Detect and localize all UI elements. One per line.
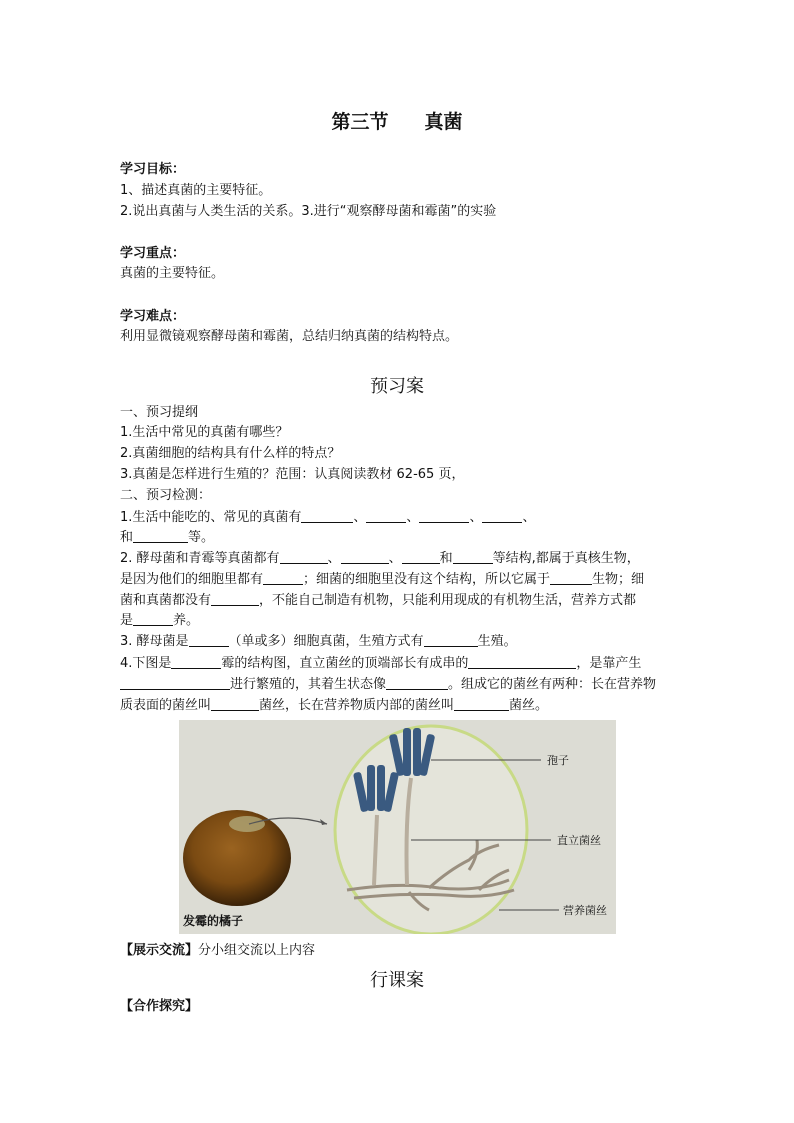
preview-title: 预习案: [370, 376, 424, 397]
check-4-line1: 4.下图是 霉的结构图，直立菌丝的顶端部长有成串的 ，是靠产生: [120, 656, 642, 671]
check-2-line4: 是 养。: [120, 613, 200, 628]
difficulties-heading: 学习难点：: [120, 309, 186, 324]
goal-item-2: 2.说出真菌与人类生活的关系。3.进行“观察酵母菌和霉菌”的实验: [120, 204, 497, 219]
check-1-line1: 1.生活中能吃的、常见的真菌有 、 、 、 、: [120, 510, 536, 525]
answer-blank[interactable]: [133, 613, 173, 626]
outline-q3: 3.真菌是怎样进行生殖的？范围：认真阅读教材 62-65 页，: [120, 467, 465, 482]
check-3: 3. 酵母菌是 （单或多）细胞真菌，生殖方式有 生殖。: [120, 634, 517, 649]
check-2-line2: 是因为他们的细胞里都有 ；细菌的细胞里没有这个结构，所以它属于 生物；细: [120, 572, 645, 587]
check-4-line3: 质表面的菌丝叫 菌丝，长在营养物质内部的菌丝叫 菌丝。: [120, 698, 549, 713]
goals-heading: 学习目标：: [120, 162, 186, 177]
page-title: [0, 107, 794, 134]
label-spores: 孢子: [547, 754, 569, 767]
answer-blank[interactable]: [263, 572, 303, 585]
coop-heading: 【合作探究】: [120, 999, 199, 1014]
title-part1: 第三节: [331, 111, 389, 133]
answer-blank[interactable]: [454, 698, 509, 711]
answer-blank[interactable]: [424, 634, 478, 647]
key-points-text: 真菌的主要特征。: [120, 266, 225, 281]
answer-blank[interactable]: [301, 510, 353, 523]
answer-blank[interactable]: [133, 530, 188, 543]
figure-caption: 发霉的橘子: [183, 914, 244, 928]
exchange-label: 【展示交流】: [120, 943, 199, 958]
answer-blank[interactable]: [482, 510, 522, 523]
answer-blank[interactable]: [341, 551, 389, 564]
answer-blank[interactable]: [366, 510, 406, 523]
mold-structure-figure: [179, 720, 616, 934]
check-heading: 二、预习检测：: [120, 488, 212, 503]
answer-blank[interactable]: [550, 572, 592, 585]
answer-blank[interactable]: [171, 656, 221, 669]
check-1-line2: 和 等。: [120, 530, 215, 545]
check-4-line2: 进行繁殖的，其着生状态像 。组成它的菌丝有两种：长在营养物: [120, 677, 656, 693]
answer-blank[interactable]: [468, 656, 576, 669]
check-2-line3: 菌和真菌都没有 ，不能自己制造有机物，只能利用现成的有机物生活，营养方式都: [120, 593, 637, 608]
answer-blank[interactable]: [120, 677, 230, 690]
answer-blank[interactable]: [189, 634, 229, 647]
title-part2: 真菌: [424, 111, 463, 133]
magnified-view: [335, 726, 527, 934]
answer-blank[interactable]: [386, 677, 448, 690]
label-upright-hyphae: 直立菌丝: [557, 834, 601, 847]
check-2-line1: 2. 酵母菌和青霉等真菌都有 、 、 和 等结构,都属于真核生物，: [120, 551, 640, 566]
key-points-heading: 学习重点：: [120, 246, 186, 261]
answer-blank[interactable]: [280, 551, 328, 564]
exchange-text: 分小组交流以上内容: [198, 943, 316, 958]
outline-q1: 1.生活中常见的真菌有哪些？: [120, 425, 289, 440]
difficulties-text: 利用显微镜观察酵母菌和霉菌，总结归纳真菌的结构特点。: [120, 329, 459, 344]
answer-blank[interactable]: [211, 698, 259, 711]
outline-heading: 一、预习提纲: [120, 405, 199, 420]
answer-blank[interactable]: [402, 551, 440, 564]
lesson-title: 行课案: [370, 970, 424, 991]
answer-blank[interactable]: [419, 510, 469, 523]
label-nutrient-hyphae: 营养菌丝: [563, 904, 607, 917]
answer-blank[interactable]: [453, 551, 493, 564]
exchange-line: [120, 943, 315, 959]
outline-q2: 2.真菌细胞的结构具有什么样的特点？: [120, 446, 341, 461]
goal-item-1: 1、描述真菌的主要特征。: [120, 183, 272, 198]
answer-blank[interactable]: [211, 593, 259, 606]
